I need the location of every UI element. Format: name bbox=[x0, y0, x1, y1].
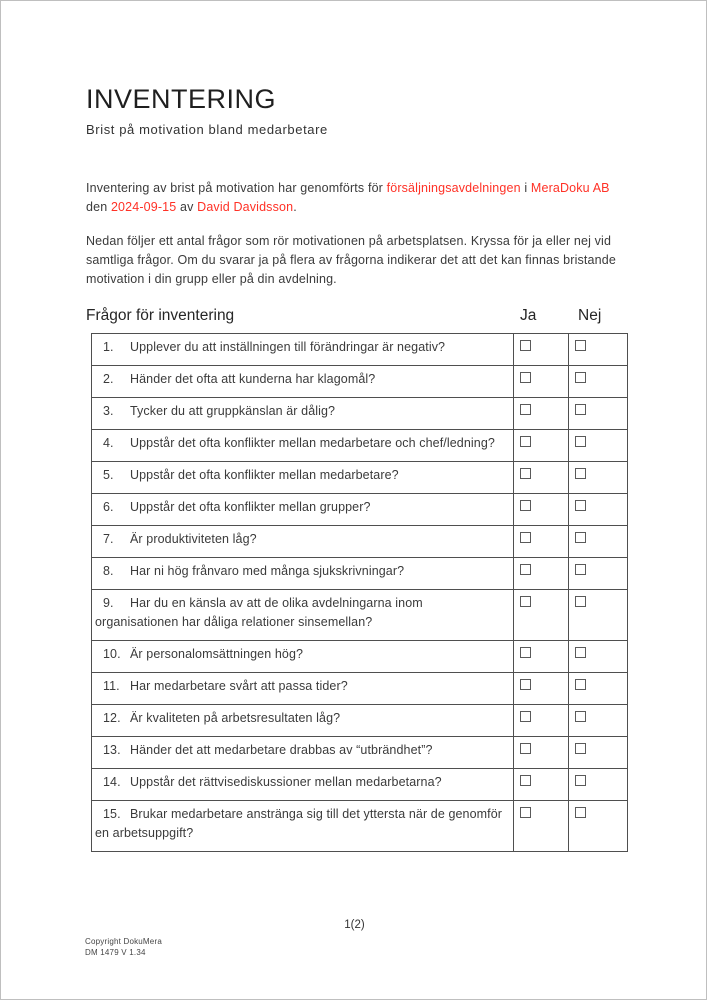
question-text: Uppstår det ofta konflikter mellan medarbetare? bbox=[130, 468, 399, 482]
checkbox-yes[interactable] bbox=[520, 564, 531, 575]
question-number: 2. bbox=[103, 372, 114, 386]
question-text: Har du en känsla av att de olika avdelningarna inom organisationen har dåliga relationer sinsemellan? bbox=[95, 596, 423, 629]
checkbox-yes[interactable] bbox=[520, 711, 531, 722]
survey-table bbox=[91, 333, 628, 852]
checkbox-yes[interactable] bbox=[520, 647, 531, 658]
question-row bbox=[92, 737, 627, 769]
column-header-no: Nej bbox=[578, 307, 602, 324]
highlighted-value: MeraDoku AB bbox=[530, 181, 610, 195]
question-cell bbox=[92, 641, 514, 672]
checkbox-yes[interactable] bbox=[520, 340, 531, 351]
answer-cell-yes bbox=[514, 769, 569, 800]
page-number: 1(2) bbox=[344, 919, 365, 931]
question-text: Uppstår det rättvisediskussioner mellan medarbetarna? bbox=[130, 775, 442, 789]
question-cell bbox=[92, 526, 514, 557]
question-cell bbox=[92, 462, 514, 493]
checkbox-no[interactable] bbox=[575, 468, 586, 479]
checkbox-no[interactable] bbox=[575, 775, 586, 786]
question-number: 12. bbox=[103, 711, 121, 725]
question-row bbox=[92, 705, 627, 737]
question-cell bbox=[92, 769, 514, 800]
checkbox-yes[interactable] bbox=[520, 807, 531, 818]
answer-cell-no bbox=[569, 705, 627, 736]
copyright-line2: DM 1479 V 1.34 bbox=[85, 948, 146, 957]
answer-cell-no bbox=[569, 673, 627, 704]
question-row bbox=[92, 769, 627, 801]
answer-cell-yes bbox=[514, 737, 569, 768]
question-cell bbox=[92, 673, 514, 704]
column-header-yes: Ja bbox=[520, 307, 537, 324]
answer-cell-yes bbox=[514, 398, 569, 429]
checkbox-yes[interactable] bbox=[520, 404, 531, 415]
answer-cell-yes bbox=[514, 558, 569, 589]
answer-cell-no bbox=[569, 462, 627, 493]
checkbox-yes[interactable] bbox=[520, 532, 531, 543]
highlighted-value: David Davidsson bbox=[197, 200, 294, 214]
question-text: Har ni hög frånvaro med många sjukskrivningar? bbox=[130, 564, 405, 578]
question-text: Uppstår det ofta konflikter mellan medarbetare och chef/ledning? bbox=[130, 436, 495, 450]
answer-cell-yes bbox=[514, 430, 569, 461]
copyright-line1: Copyright DokuMera bbox=[85, 937, 162, 946]
checkbox-no[interactable] bbox=[575, 564, 586, 575]
checkbox-yes[interactable] bbox=[520, 372, 531, 383]
question-row bbox=[92, 334, 627, 366]
question-number: 7. bbox=[103, 532, 114, 546]
question-row bbox=[92, 526, 627, 558]
question-cell bbox=[92, 494, 514, 525]
answer-cell-no bbox=[569, 590, 627, 640]
answer-cell-yes bbox=[514, 334, 569, 365]
answer-cell-yes bbox=[514, 705, 569, 736]
answer-cell-yes bbox=[514, 673, 569, 704]
checkbox-no[interactable] bbox=[575, 807, 586, 818]
checkbox-no[interactable] bbox=[575, 647, 586, 658]
question-number: 5. bbox=[103, 468, 114, 482]
answer-cell-no bbox=[569, 334, 627, 365]
question-row bbox=[92, 430, 627, 462]
highlighted-value: 2024-09-15 bbox=[110, 200, 177, 214]
question-number: 13. bbox=[103, 743, 121, 757]
question-number: 11. bbox=[103, 679, 120, 693]
checkbox-yes[interactable] bbox=[520, 596, 531, 607]
copyright-block bbox=[85, 936, 162, 958]
question-text: Upplever du att inställningen till förändringar är negativ? bbox=[130, 340, 446, 354]
highlighted-value: försäljningsavdelningen bbox=[386, 181, 521, 195]
checkbox-yes[interactable] bbox=[520, 468, 531, 479]
question-number: 4. bbox=[103, 436, 114, 450]
question-number: 1. bbox=[103, 340, 114, 354]
question-text: Händer det ofta att kunderna har klagomål? bbox=[130, 372, 376, 386]
intro-paragraph-1: Inventering av brist på motivation har genomförts för försäljningsavdelningen i MeraDoku AB den 2024-09-15 av David Davidsson. bbox=[86, 181, 610, 214]
question-cell bbox=[92, 430, 514, 461]
question-row bbox=[92, 641, 627, 673]
checkbox-no[interactable] bbox=[575, 711, 586, 722]
question-row bbox=[92, 398, 627, 430]
question-row bbox=[92, 558, 627, 590]
answer-cell-no bbox=[569, 398, 627, 429]
question-row bbox=[92, 462, 627, 494]
question-cell bbox=[92, 558, 514, 589]
question-cell bbox=[92, 366, 514, 397]
checkbox-yes[interactable] bbox=[520, 743, 531, 754]
checkbox-yes[interactable] bbox=[520, 500, 531, 511]
question-cell bbox=[92, 801, 514, 851]
checkbox-no[interactable] bbox=[575, 340, 586, 351]
checkbox-no[interactable] bbox=[575, 743, 586, 754]
checkbox-no[interactable] bbox=[575, 436, 586, 447]
answer-cell-no bbox=[569, 494, 627, 525]
question-text: Händer det att medarbetare drabbas av “utbrändhet”? bbox=[130, 743, 433, 757]
question-number: 14. bbox=[103, 775, 121, 789]
question-text: Tycker du att gruppkänslan är dålig? bbox=[130, 404, 336, 418]
checkbox-no[interactable] bbox=[575, 679, 586, 690]
question-cell bbox=[92, 705, 514, 736]
question-row bbox=[92, 673, 627, 705]
question-text: Är kvaliteten på arbetsresultaten låg? bbox=[130, 711, 341, 725]
answer-cell-no bbox=[569, 558, 627, 589]
question-text: Uppstår det ofta konflikter mellan grupper? bbox=[130, 500, 371, 514]
question-number: 6. bbox=[103, 500, 114, 514]
question-row bbox=[92, 494, 627, 526]
answer-cell-yes bbox=[514, 462, 569, 493]
answer-cell-no bbox=[569, 801, 627, 851]
survey-heading: Frågor för inventering bbox=[86, 307, 235, 324]
question-cell bbox=[92, 398, 514, 429]
answer-cell-no bbox=[569, 430, 627, 461]
question-cell bbox=[92, 590, 514, 640]
checkbox-yes[interactable] bbox=[520, 679, 531, 690]
question-text: Brukar medarbetare anstränga sig till det yttersta när de genomför en arbetsuppgift? bbox=[95, 807, 503, 840]
question-number: 10. bbox=[103, 647, 121, 661]
question-row bbox=[92, 366, 627, 398]
intro-paragraph-2: Nedan följer ett antal frågor som rör motivationen på arbetsplatsen. Kryssa för ja eller nej vid samtliga frågor. Om du svarar ja på flera av frågorna indikerar det att det kan finnas bristande motivation i din grupp eller på din avdelning. bbox=[86, 234, 616, 286]
answer-cell-yes bbox=[514, 801, 569, 851]
checkbox-yes[interactable] bbox=[520, 436, 531, 447]
answer-cell-no bbox=[569, 526, 627, 557]
checkbox-yes[interactable] bbox=[520, 775, 531, 786]
question-cell bbox=[92, 334, 514, 365]
answer-cell-no bbox=[569, 769, 627, 800]
question-row bbox=[92, 590, 627, 641]
checkbox-no[interactable] bbox=[575, 596, 586, 607]
question-number: 3. bbox=[103, 404, 114, 418]
checkbox-no[interactable] bbox=[575, 500, 586, 511]
answer-cell-yes bbox=[514, 641, 569, 672]
answer-cell-no bbox=[569, 366, 627, 397]
question-text: Är produktiviteten låg? bbox=[130, 532, 257, 546]
question-cell bbox=[92, 737, 514, 768]
answer-cell-yes bbox=[514, 366, 569, 397]
question-text: Har medarbetare svårt att passa tider? bbox=[130, 679, 348, 693]
document-header bbox=[86, 85, 646, 137]
checkbox-no[interactable] bbox=[575, 532, 586, 543]
question-row bbox=[92, 801, 627, 851]
answer-cell-no bbox=[569, 737, 627, 768]
question-number: 9. bbox=[103, 596, 114, 610]
answer-cell-yes bbox=[514, 494, 569, 525]
checkbox-no[interactable] bbox=[575, 404, 586, 415]
answer-cell-yes bbox=[514, 526, 569, 557]
page-title: INVENTERING bbox=[86, 84, 277, 114]
survey-heading-row bbox=[86, 307, 631, 329]
page-subtitle: Brist på motivation bland medarbetare bbox=[86, 121, 328, 137]
answer-cell-yes bbox=[514, 590, 569, 640]
checkbox-no[interactable] bbox=[575, 372, 586, 383]
question-text: Är personalomsättningen hög? bbox=[130, 647, 304, 661]
answer-cell-no bbox=[569, 641, 627, 672]
question-number: 8. bbox=[103, 564, 114, 578]
question-number: 15. bbox=[103, 807, 121, 821]
